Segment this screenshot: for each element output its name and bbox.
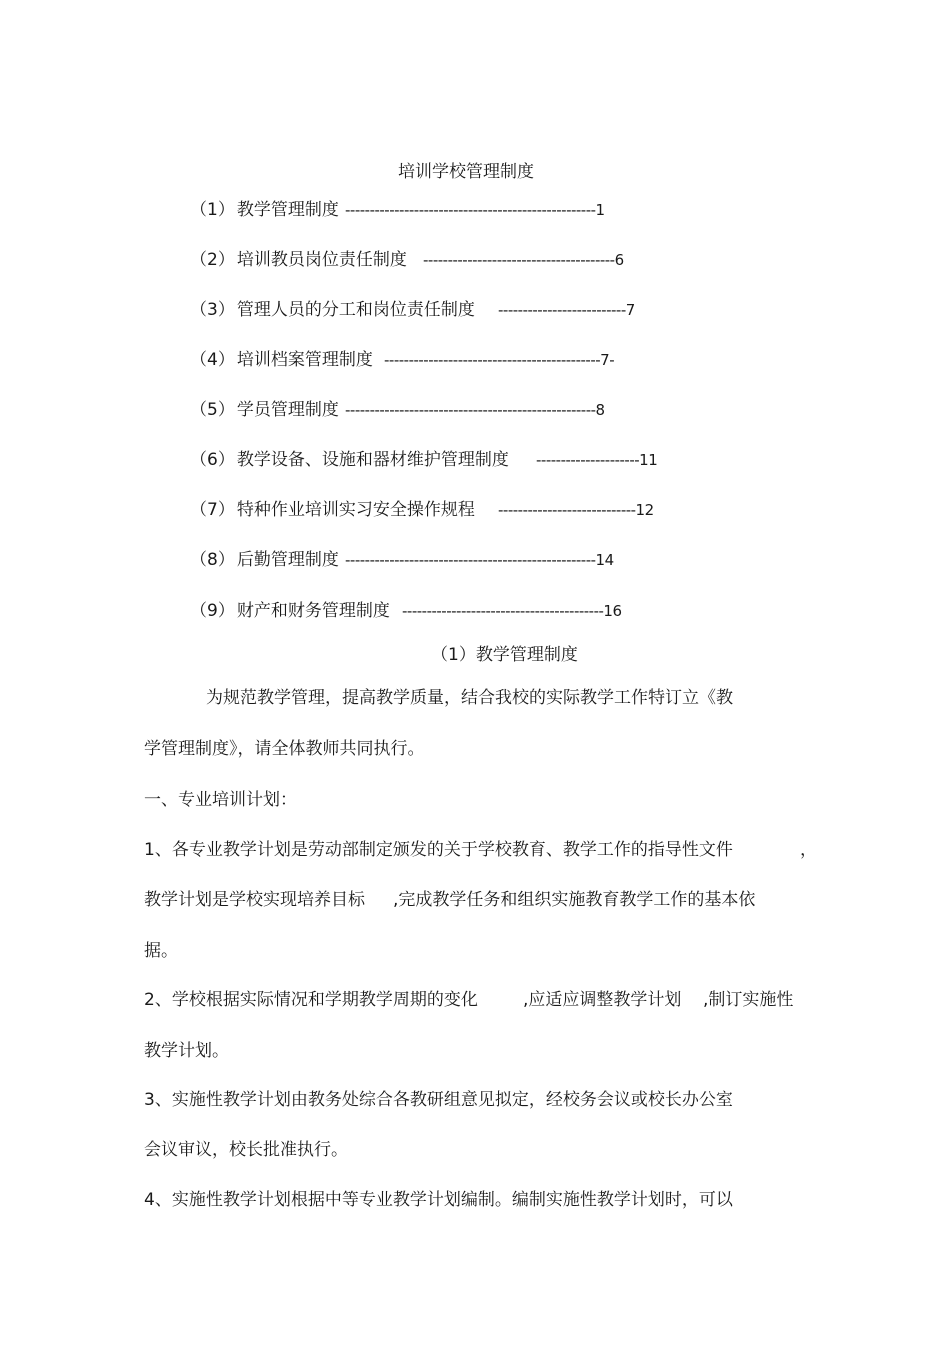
toc-leader-page: ----------------------------12 [498, 501, 654, 519]
toc-entry [190, 350, 615, 370]
subsection-heading: 一、专业培训计划： [144, 790, 297, 810]
toc-entry [190, 250, 624, 270]
paragraph-line: 教学计划。 [144, 1041, 229, 1061]
toc-label: 特种作业培训实习安全操作规程 [236, 500, 475, 520]
toc-leader-page: ---------------------------------------6 [423, 251, 624, 269]
toc-number: （6） [190, 450, 235, 470]
toc-label: 教学管理制度 [236, 200, 339, 220]
document-title: 培训学校管理制度 [398, 162, 534, 182]
toc-label: 培训档案管理制度 [236, 350, 373, 370]
toc-number: （5） [190, 400, 235, 420]
toc-entry [190, 601, 622, 621]
toc-entry [190, 200, 605, 220]
toc-number: （9） [190, 601, 235, 621]
toc-number: （3） [190, 300, 235, 320]
paragraph-line: 学管理制度》，请全体教师共同执行。 [144, 739, 425, 759]
toc-leader-page: -----------------------------------------16 [402, 602, 622, 620]
paragraph-line: 3、实施性教学计划由教务处综合各教研组意见拟定，经校务会议或校长办公室 [144, 1090, 733, 1110]
toc-leader-page: ---------------------------------------------------8 [345, 401, 605, 419]
toc-label: 学员管理制度 [236, 400, 339, 420]
toc-label: 培训教员岗位责任制度 [236, 250, 407, 270]
toc-leader-page: ---------------------------------------------------14 [345, 551, 614, 569]
section-heading: （1）教学管理制度 [431, 645, 578, 665]
paragraph-line: 1、各专业教学计划是劳动部制定颁发的关于学校教育、教学工作的指导性文件 [144, 840, 733, 860]
toc-label: 财产和财务管理制度 [236, 601, 390, 621]
toc-label: 教学设备、设施和器材维护管理制度 [236, 450, 509, 470]
paragraph-line: 2、学校根据实际情况和学期教学周期的变化 [144, 990, 478, 1010]
toc-entry [190, 300, 635, 320]
paragraph-line: ,制订实施性 [703, 990, 794, 1010]
toc-label: 管理人员的分工和岗位责任制度 [236, 300, 475, 320]
paragraph-line: 4、实施性教学计划根据中等专业教学计划编制。编制实施性教学计划时，可以 [144, 1190, 733, 1210]
toc-number: （1） [190, 200, 235, 220]
paragraph-line: 据。 [144, 941, 178, 961]
toc-number: （4） [190, 350, 235, 370]
paragraph-line: ， [800, 840, 817, 860]
toc-number: （8） [190, 550, 235, 570]
toc-leader-page: ---------------------11 [536, 451, 658, 469]
paragraph-line: ,应适应调整教学计划 [523, 990, 682, 1010]
toc-number: （7） [190, 500, 235, 520]
toc-number: （2） [190, 250, 235, 270]
toc-entry [190, 500, 654, 520]
paragraph-line: 教学计划是学校实现培养目标 [144, 890, 365, 910]
toc-leader-page: ---------------------------------------------------1 [345, 201, 605, 219]
toc-entry [190, 550, 614, 570]
paragraph-line: 为规范教学管理，提高教学质量，结合我校的实际教学工作特订立《教 [206, 688, 733, 708]
toc-entry [190, 450, 658, 470]
toc-leader-page: --------------------------7 [498, 301, 635, 319]
toc-label: 后勤管理制度 [236, 550, 339, 570]
toc-entry [190, 400, 605, 420]
paragraph-line: ,完成教学任务和组织实施教育教学工作的基本依 [393, 890, 756, 910]
paragraph-line: 会议审议，校长批准执行。 [144, 1140, 348, 1160]
toc-leader-page: --------------------------------------------7- [384, 351, 615, 369]
